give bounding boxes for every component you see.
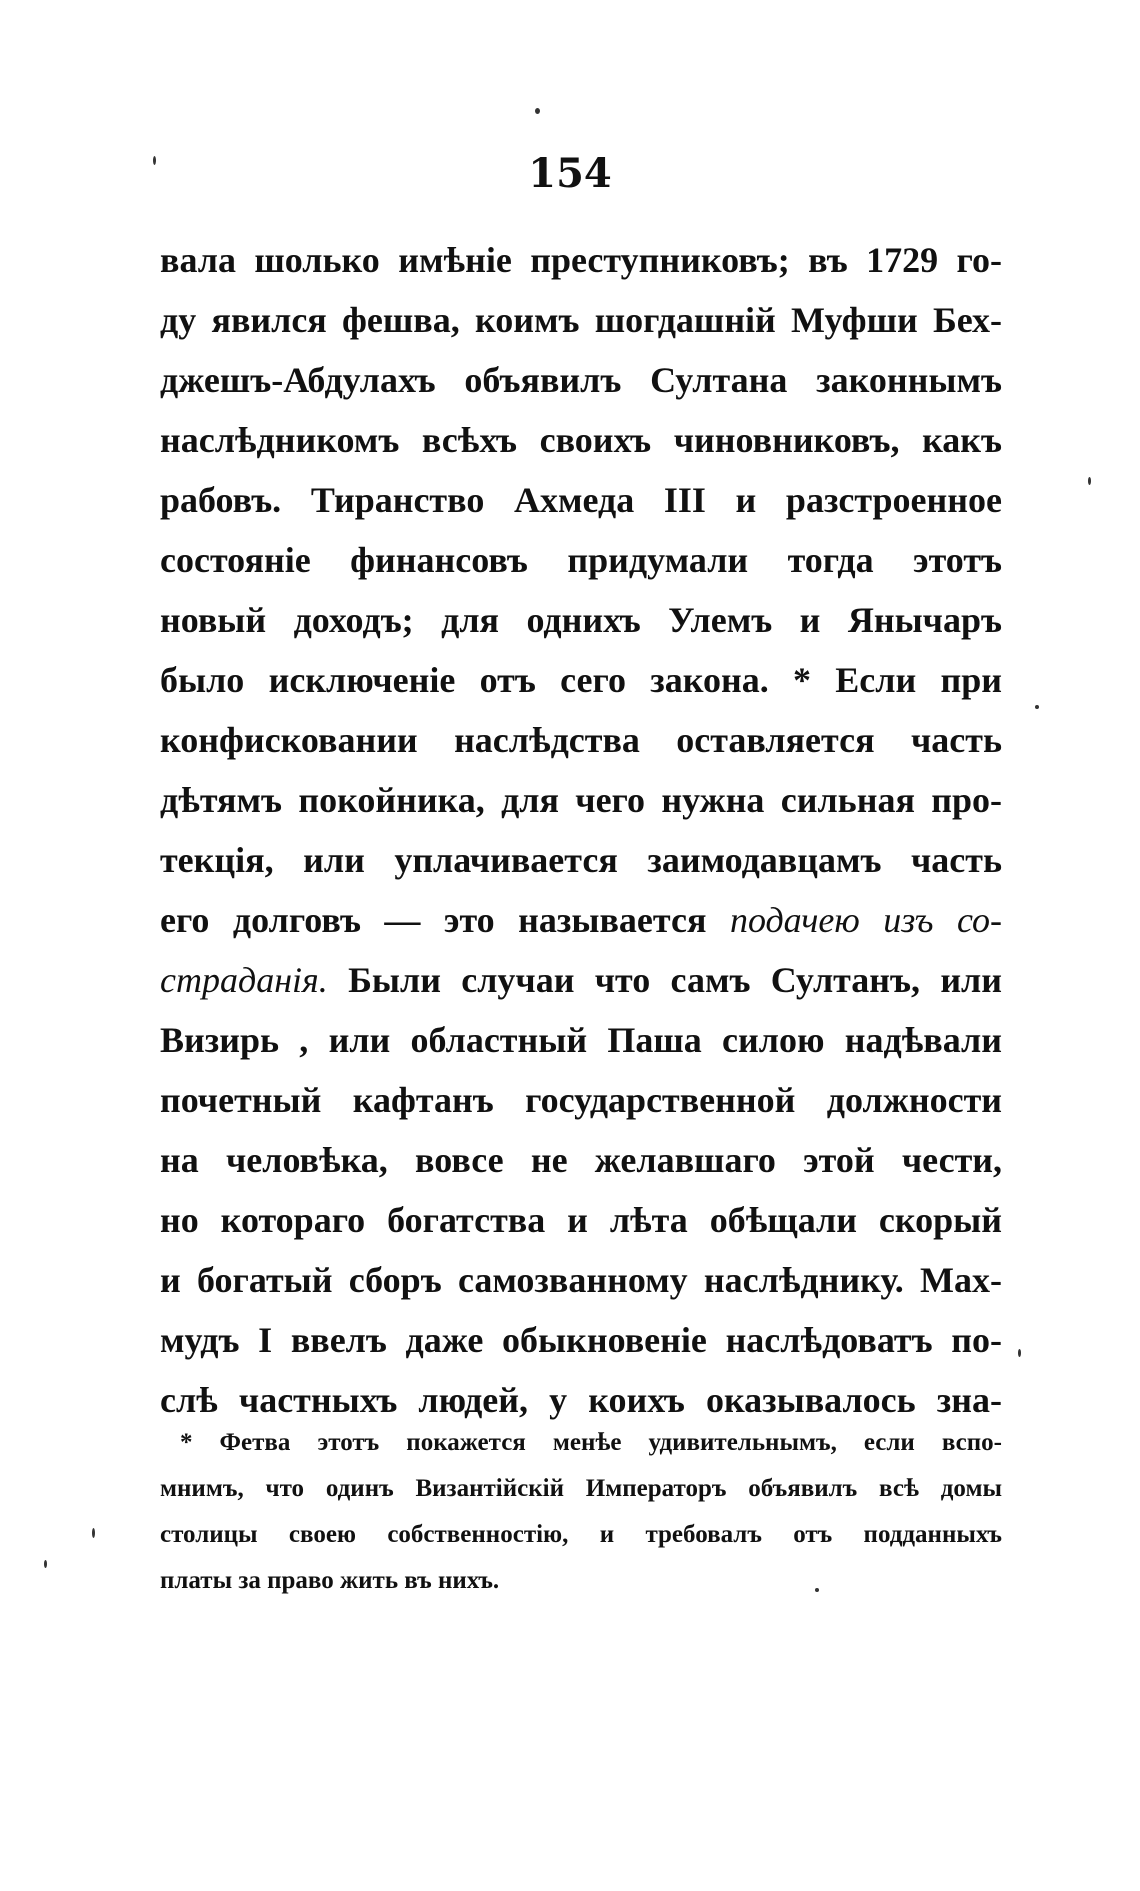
scan-speck [92,1528,95,1538]
text-line-1: вала шолько имѣніе преступниковъ; въ 1729 го- [160,240,1002,280]
footnote-line-2: мнимъ, что одинъ Византійскій Императоръ объявилъ всѣ домы [160,1475,1002,1502]
text-line-4: наслѣдникомъ всѣхъ своихъ чиновниковъ, какъ [160,420,1002,460]
text-line-12 [160,890,1002,950]
scan-speck [815,1588,819,1592]
text-line-8: было исключеніе отъ сего закона. * Если при [160,660,1002,700]
text-line-16: на человѣка, вовсе не желавшаго этой чести, [160,1140,1002,1180]
footnote-line-1: * Фетва этотъ покажется менѣе удивительнымъ, если вспо- [180,1429,1002,1456]
text-line-18: и богатый сборъ самозванному наслѣднику. Мах- [160,1260,1002,1300]
text-line-11: текція, или уплачивается заимодавцамъ часть [160,840,1002,880]
text-line-3: джешъ-Абдулахъ объявилъ Султана законнымъ [160,360,1002,400]
text-line-12-start: его долговъ — это называется [160,900,707,940]
text-line-17: но котораго богатства и лѣта обѣщали скорый [160,1200,1002,1240]
scan-speck [44,1560,47,1568]
footnote-line-3: столицы своею собственностію, и требовалъ отъ подданныхъ [160,1521,1002,1548]
scan-speck [1088,477,1091,485]
italic-word: страданія. [160,960,328,1000]
scan-speck [1035,705,1039,709]
text-line-5: рабовъ. Тиранство Ахмеда III и разстроенное [160,480,1002,520]
text-line-19: мудъ I ввелъ даже обыкновеніе наслѣдоватъ по- [160,1320,1002,1360]
text-line-15: почетный кафтанъ государственной должности [160,1080,1002,1120]
footnote [160,1420,1002,1604]
body-text [160,230,1002,1430]
text-line-2: ду явился фешва, коимъ шогдашній Муфши Бех- [160,300,1002,340]
scan-speck [153,156,156,165]
footnote-line-4: платы за право жить въ нихъ. [160,1567,500,1594]
text-line-20: слѣ частныхъ людей, у коихъ оказывалось зна- [160,1380,1002,1420]
text-line-6: состояніе финансовъ придумали тогда этотъ [160,540,1002,580]
scan-speck [535,108,540,114]
page-number: 154 [528,150,612,197]
text-line-13-rest: Были случаи что самъ Султанъ, или [348,960,1002,1000]
text-line-14: Визирь , или областный Паша силою надѣвали [160,1020,1002,1060]
text-line-9: конфисковании наслѣдства оставляется часть [160,720,1002,760]
scan-speck [1018,1349,1021,1357]
text-line-13 [160,950,1002,1010]
text-line-7: новый доходъ; для однихъ Улемъ и Янычаръ [160,600,1002,640]
text-line-10: дѣтямъ покойника, для чего нужна сильная про- [160,780,1002,820]
italic-phrase: подачею изъ со- [729,900,1003,940]
